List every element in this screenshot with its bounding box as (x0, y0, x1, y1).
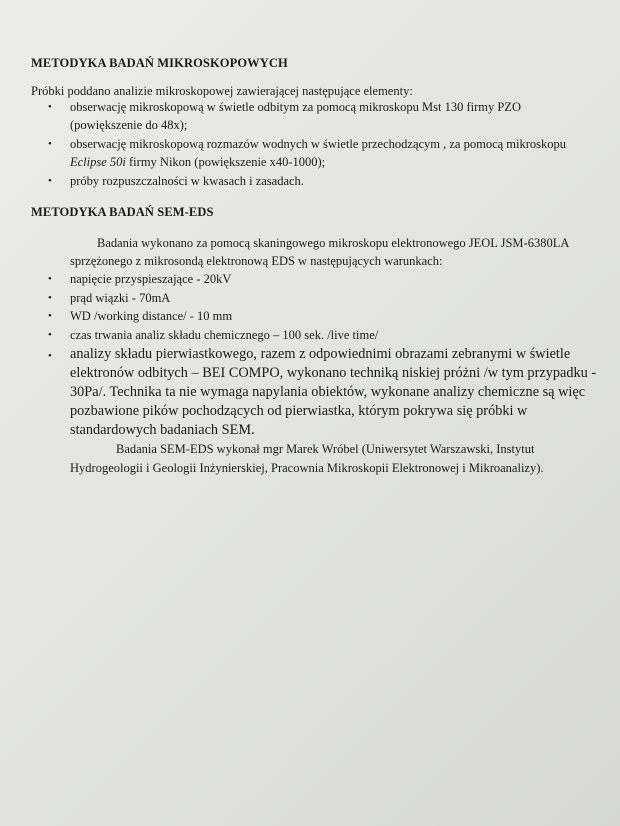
section2-item5-line3: 30Pa/. Technika ta nie wymaga napylania obiektów, wykonane analizy chemiczne są więc (70, 384, 586, 400)
section2-item3: WD /working distance/ - 10 mm (70, 309, 233, 323)
bullet-icon: • (48, 273, 52, 285)
section1-item1-line2: (powiększenie do 48x); (70, 118, 188, 132)
section2-item2: prąd wiązki - 70mA (70, 291, 171, 305)
section2-item5-line2: elektronów odbitych – BEI COMPO, wykonano techniką niskiej próżni /w tym przypadku - (70, 365, 597, 381)
section1-item3: próby rozpuszczalności w kwasach i zasadach. (70, 174, 304, 188)
section2-item5-line4: pozbawione pików pochodzących od pierwiastka, którym pokrywa się próbki w (70, 403, 528, 419)
section1-item2-line1: obserwację mikroskopową rozmazów wodnych w świetle przechodzącym , za pomocą mikroskopu (70, 137, 567, 151)
section2-intro-line1: Badania wykonano za pomocą skaningowego mikroskopu elektronowego JEOL JSM-6380LA (97, 236, 570, 250)
bullet-icon: • (48, 101, 52, 113)
section2-heading: METODYKA BADAŃ SEM-EDS (31, 205, 214, 219)
section2-intro-line2: sprzężonego z mikrosondą elektronową EDS w następujących warunkach: (70, 254, 443, 268)
bullet-icon: • (48, 175, 52, 187)
bullet-icon: • (48, 350, 52, 362)
section1-heading: METODYKA BADAŃ MIKROSKOPOWYCH (31, 56, 288, 70)
bullet-icon: • (48, 329, 52, 341)
eclipse-model-name: Eclipse 50i (70, 155, 126, 169)
section1-item1-line1: obserwację mikroskopową w świetle odbitym za pomocą mikroskopu Mst 130 firmy PZO (70, 100, 521, 114)
bullet-icon: • (48, 310, 52, 322)
bullet-icon: • (48, 292, 52, 304)
section2-item4: czas trwania analiz składu chemicznego – 100 sek. /live time/ (70, 328, 379, 342)
bullet-icon: • (48, 138, 52, 150)
section2-item1: napięcie przyspieszające - 20kV (70, 272, 232, 286)
section1-item2-line2 (70, 155, 325, 170)
section1-intro: Próbki poddano analizie mikroskopowej zawierającej następujące elementy: (31, 84, 413, 98)
section2-footer-line1: Badania SEM-EDS wykonał mgr Marek Wróbel (Uniwersytet Warszawski, Instytut (116, 442, 535, 456)
section2-item5-line1: analizy składu pierwiastkowego, razem z odpowiednimi obrazami zebranymi w świetle (70, 346, 571, 362)
section2-footer-line2: Hydrogeologii i Geologii Inżynierskiej, Pracownia Mikroskopii Elektronowej i Mikroanalizy). (70, 461, 544, 475)
eclipse-rest: firmy Nikon (powiększenie x40-1000); (125, 155, 326, 169)
section2-item5-line5: standardowych badaniach SEM. (70, 422, 255, 438)
